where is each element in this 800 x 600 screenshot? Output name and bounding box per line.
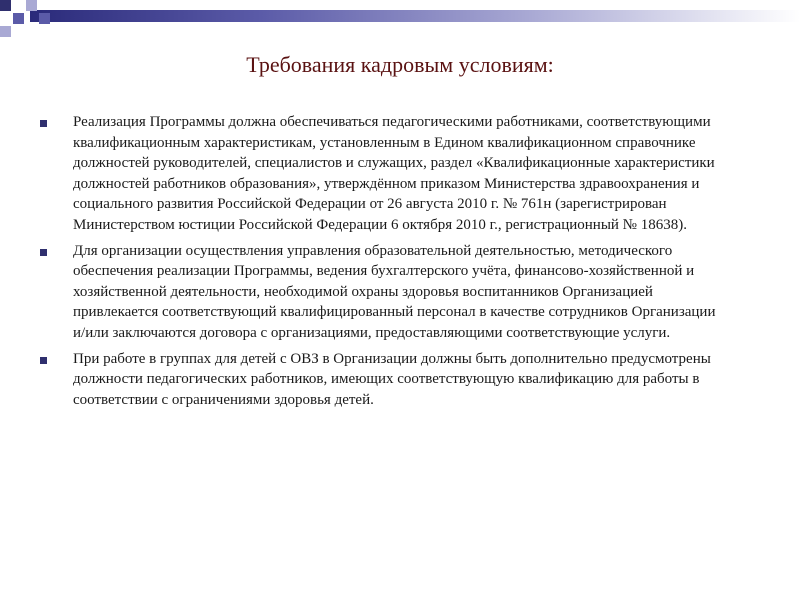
list-item <box>40 349 730 411</box>
list-item <box>40 241 730 344</box>
square-bullet-icon <box>40 120 47 127</box>
square-bullet-icon <box>40 249 47 256</box>
corner-square-1 <box>0 0 11 11</box>
bullet-text: Реализация Программы должна обеспечиваться педагогическими работниками, соответствующими квалификационным характеристикам, установленным в Едином квалификационном справочнике должностей руководителей, специалистов и служащих, раздел «Квалификационные характеристики должностей работников образования», утверждённом приказом Министерства здравоохранения и социального развития Российской Федерации от 26 августа 2010 г. № 761н (зарегистрирован Министерством юстиции Российской Федерации 6 октября 2010 г., регистрационный № 18638). <box>73 114 715 233</box>
bullet-list <box>40 112 730 415</box>
corner-square-4 <box>0 26 11 37</box>
corner-square-2 <box>13 13 24 24</box>
corner-square-3 <box>26 0 37 11</box>
decorative-header-bar <box>0 0 800 25</box>
square-bullet-icon <box>40 357 47 364</box>
corner-square-5 <box>39 13 50 24</box>
list-item <box>40 112 730 236</box>
slide-title: Требования кадровым условиям: <box>246 52 554 77</box>
header-gradient-strip <box>30 10 800 22</box>
bullet-text: При работе в группах для детей с ОВЗ в Организации должны быть дополнительно предусмотрены должности педагогических работников, имеющих соответствующую квалификацию для работы в соответствии с ограничениями здоровья детей. <box>73 350 711 408</box>
bullet-text: Для организации осуществления управления образовательной деятельностью, методического обеспечения реализации Программы, ведения бухгалтерского учёта, финансово-хозяйственной и хозяйственной деятельности, необходимой охраны здоровья воспитанников Организацией привлекается соответствующий квалифицированный персонал в качестве сотрудников Организации и/или заключаются договора с организациями, предоставляющими соответствующие услуги. <box>73 242 716 341</box>
